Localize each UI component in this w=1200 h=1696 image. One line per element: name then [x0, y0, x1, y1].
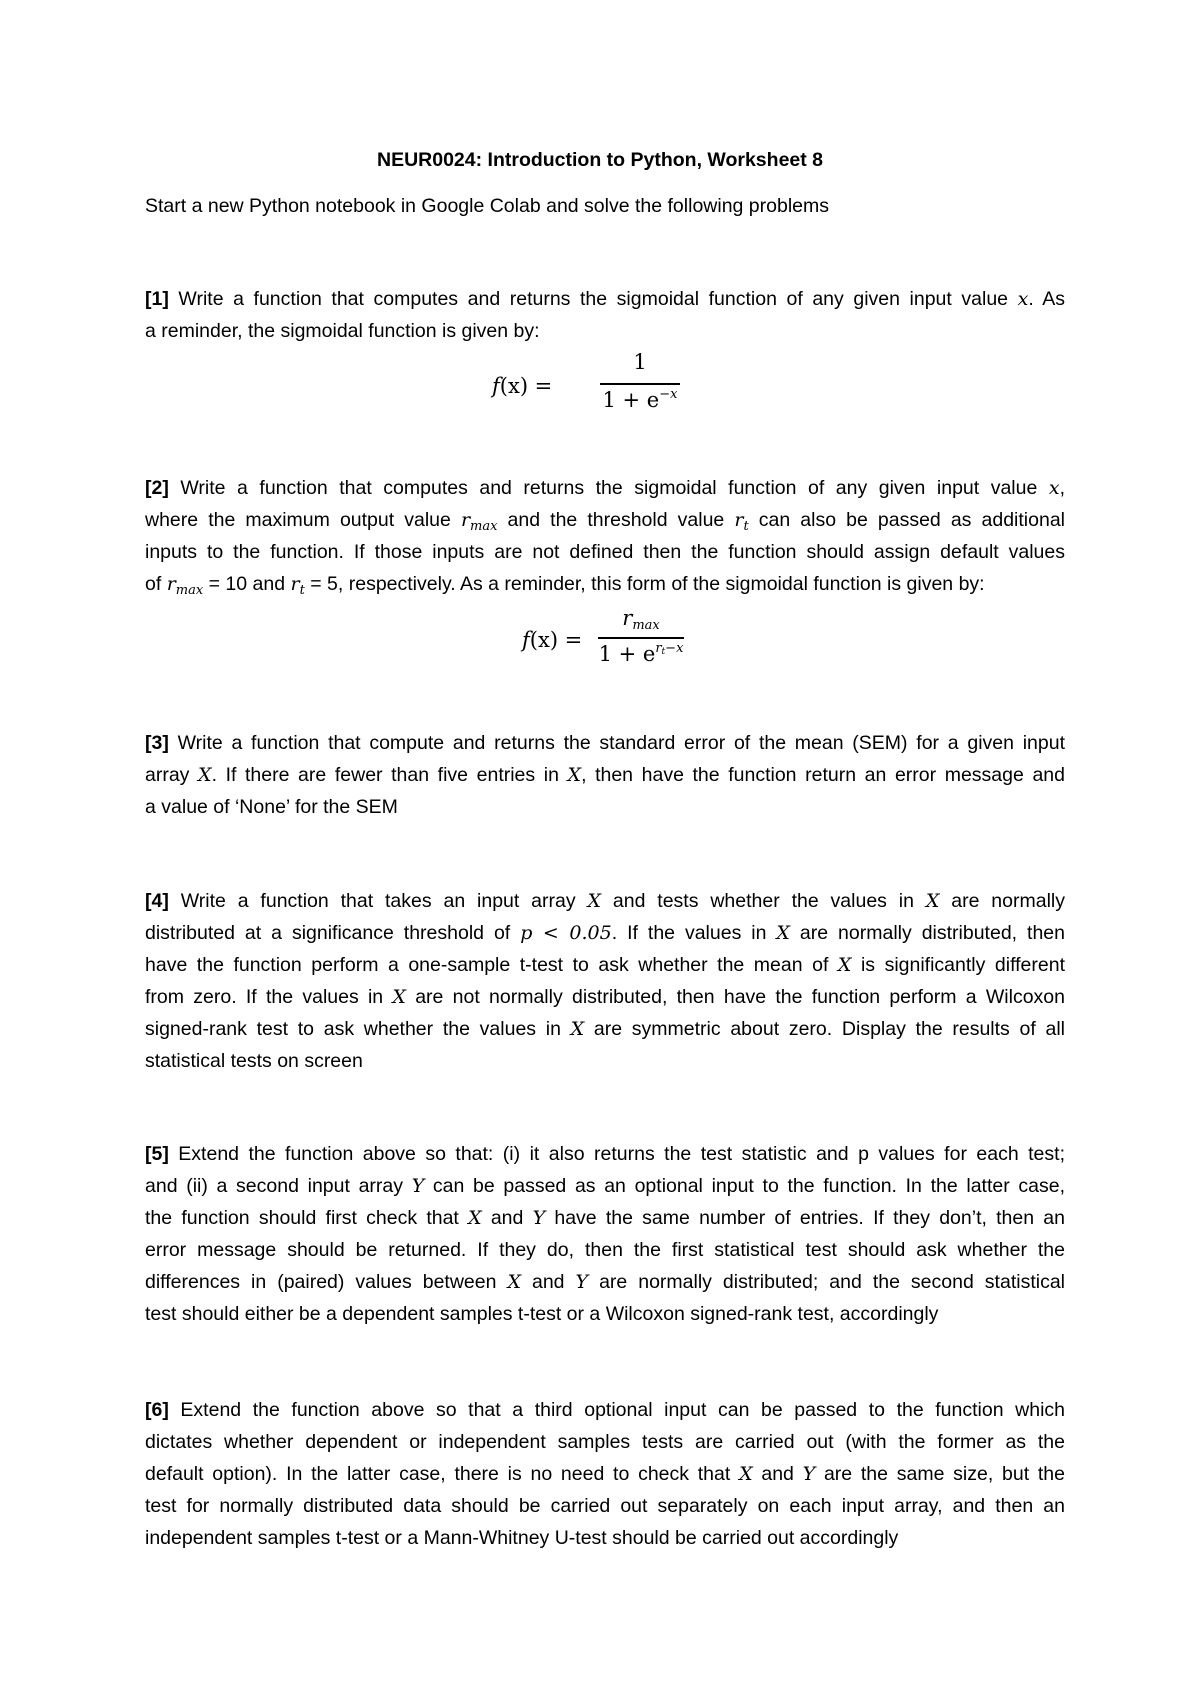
problem-6: [145, 1394, 1065, 1554]
equation-numerator: rmax: [622, 606, 660, 633]
math-x: x: [1017, 288, 1029, 310]
problem-5-line-3: the function should first check that X and Y have the same number of entries. If they don’t, then an: [145, 1207, 1065, 1229]
equation-fraction: [600, 350, 680, 410]
equation-fraction: [598, 608, 684, 668]
problem-2-line-3: inputs to the function. If those inputs are not defined then the function should assign default values: [145, 541, 1065, 563]
problem-5: [145, 1138, 1065, 1330]
problem-6-line-4: test for normally distributed data should be carried out separately on each input array, and then an: [145, 1495, 1065, 1517]
problem-6-line-2: dictates whether dependent or independent samples tests are carried out (with the former as the: [145, 1431, 1065, 1453]
fraction-bar: [600, 383, 680, 385]
problem-5-line-5: differences in (paired) values between X and Y are normally distributed; and the second statistical: [145, 1271, 1065, 1293]
problem-6-line-1: [6] Extend the function above so that a third optional input can be passed to the function which: [145, 1399, 1065, 1421]
worksheet-page: NEUR0024: Introduction to Python, Worksheet 8 Start a new Python notebook in Google Colab and solve the following problems [1] Write a function that computes and returns the sigmoidal function of any given input value x. As a reminder, the sigmoidal function is given by: f(x) = 1 $1 + e^{-x}$ [2] Write a function that computes and returns the sigmoidal function of any given input value x, where the maximum output value $r_{max}$ and the threshold value $r_t$ can also be passed as additional inputs to the function. If those inputs are not defined then the function should assign default values of $r_{max} = 10$ and $r_t = 5$, respectively. As a reminder, this form of the sigmoidal function is given by: f(x) = rmax $1 + e^{rt-x}$ [3] Write a function that compute and returns the standard error of the mean (SEM) for a given input array X. If there are fewer than five entries in X, then have the function return an error message and a value of ‘None’ for the SEM [4] Write a function that takes an input array X and tests whether the values in X are normally distributed at a significance threshold of p < 0.05. If the values in X are normally distributed, then have the function perform a one-sample t-test to ask whether the mean of X is significantly different from zero. If the values in X are not normally distributed, then have the function perform a Wilcoxon signed-rank test to ask whether the values in X are symmetric about zero. Display the results of all statistical tests on screen [5] Extend the function above so that: (i) it also returns the test statistic and p values for each test; and (ii) a second input array Y can be passed as an optional input to the function. In the latter case, the function should first check that X and Y have the same number of entries. If they don’t, then an error message should be returned. If they do, then the first statistical test should ask whether the differences in (paired) values between X and Y are normally distributed; and the second statistical test should either be a dependent samples t-test or a Wilcoxon signed-rank test, accordingly [6] Extend the function above so that a third optional input can be passed to the function which dictates whether dependent or independent samples tests are carried out (with the former as the default option). In the latter case, there is no need to check that X and Y are the same size, but the test for normally distributed data should be carried out separately on each input array, and then an independent samples t-test or a Mann-Whitney U-test should be carried out accordingly: [0, 0, 1200, 1696]
problem-3-line-1: [3] Write a function that compute and returns the standard error of the mean (SEM) for a given input: [145, 732, 1065, 754]
problem-5-line-2: and (ii) a second input array Y can be passed as an optional input to the function. In the latter case,: [145, 1175, 1065, 1197]
equation-denominator: $1 + e^{-x}$: [602, 387, 678, 412]
problem-3-line-2: array X. If there are fewer than five entries in X, then have the function return an error message and: [145, 764, 1065, 786]
problem-3-line-3: a value of ‘None’ for the SEM: [145, 796, 398, 818]
problem-6-line-3: default option). In the latter case, there is no need to check that X and Y are the same size, but the: [145, 1463, 1065, 1485]
equation-denominator: $1 + e^{rt-x}$: [598, 641, 684, 666]
problem-1-line-1: [1] Write a function that computes and returns the sigmoidal function of any given input value x. As: [145, 288, 1065, 310]
problem-2-line-1: [2] Write a function that computes and returns the sigmoidal function of any given input value x,: [145, 477, 1065, 499]
problem-4-line-4: from zero. If the values in X are not normally distributed, then have the function perform a Wilcoxon: [145, 986, 1065, 1008]
problem-4: [145, 885, 1065, 1077]
problem-4-line-6: statistical tests on screen: [145, 1050, 363, 1072]
problem-1: [145, 283, 1065, 347]
problem-4-line-2: distributed at a significance threshold of p < 0.05. If the values in X are normally distributed, then: [145, 922, 1065, 944]
problem-4-line-5: signed-rank test to ask whether the values in X are symmetric about zero. Display the results of all: [145, 1018, 1066, 1040]
problem-number: [1]: [145, 288, 169, 310]
equation-numerator: 1: [633, 350, 647, 374]
page-title: NEUR0024: Introduction to Python, Worksheet 8: [376, 149, 824, 171]
fraction-bar: [598, 637, 684, 639]
intro-text: Start a new Python notebook in Google Colab and solve the following problems: [145, 195, 830, 217]
problem-6-line-5: independent samples t-test or a Mann-Whitney U-test should be carried out accordingly: [145, 1527, 899, 1549]
problem-1-line-2: a reminder, the sigmoidal function is given by:: [145, 320, 540, 342]
problem-4-line-1: [4] Write a function that takes an input array X and tests whether the values in X are normally: [145, 890, 1065, 912]
problem-5-line-1: [5] Extend the function above so that: (i) it also returns the test statistic and p values for each test;: [145, 1143, 1065, 1165]
problem-5-line-6: test should either be a dependent samples t-test or a Wilcoxon signed-rank test, accordingly: [145, 1303, 939, 1325]
problem-2-line-2: where the maximum output value $r_{max}$ and the threshold value $r_t$ can also be passed as additional: [145, 509, 1065, 534]
problem-2-line-4: of $r_{max} = 10$ and $r_t = 5$, respectively. As a reminder, this form of the sigmoidal function is given by:: [145, 573, 985, 598]
problem-4-line-3: have the function perform a one-sample t-test to ask whether the mean of X is significantly different: [145, 954, 1065, 976]
problem-3: [145, 727, 1065, 823]
problem-5-line-4: error message should be returned. If they do, then the first statistical test should ask whether the: [145, 1239, 1065, 1261]
problem-2: [145, 472, 1065, 600]
